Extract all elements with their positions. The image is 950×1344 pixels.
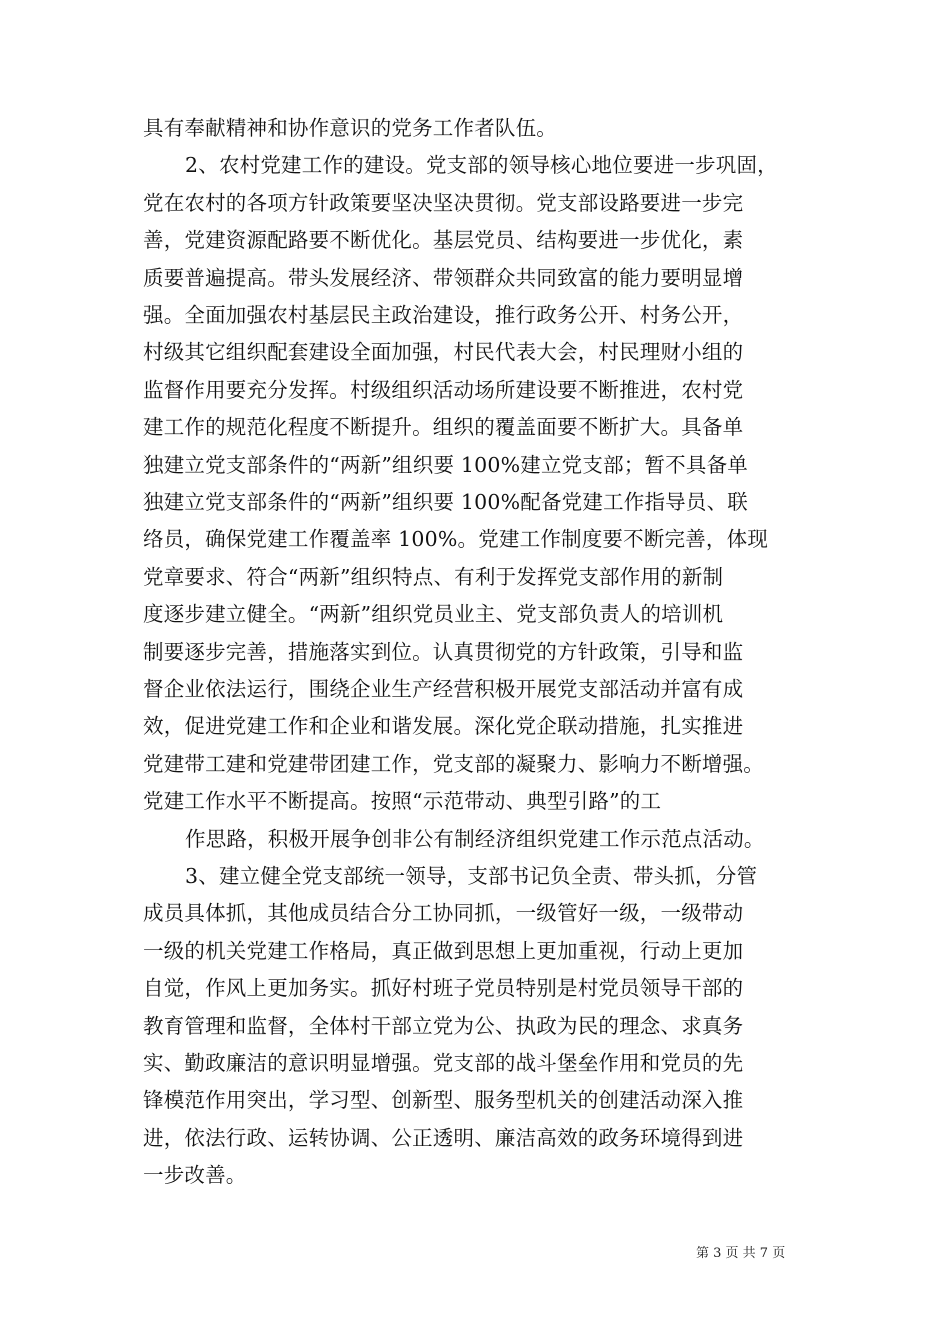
text-line: 党章要求、符合“两新”组织特点、有利于发挥党支部作用的新制: [143, 564, 724, 589]
text-line: 教育管理和监督，全体村干部立党为公、执政为民的理念、求真务: [143, 1013, 744, 1038]
text-line: 2、农村党建工作的建设。党支部的领导核心地位要进一步巩固，: [185, 153, 778, 178]
text-line: 独建立党支部条件的“两新”组织要 100%建立党支部；暂不具备单: [143, 452, 748, 477]
text-line: 进，依法行政、运转协调、公正透明、廉洁高效的政务环境得到进: [143, 1125, 744, 1150]
text-line: 督企业依法运行，围绕企业生产经营积极开展党支部活动并富有成: [143, 677, 744, 701]
text-line: 党在农村的各项方针政策要坚决坚决贯彻。党支部设路要进一步完: [143, 190, 744, 215]
text-line: 一步改善。: [143, 1163, 247, 1188]
text-line: 成员具体抓，其他成员结合分工协同抓，一级管好一级，一级带动: [143, 901, 744, 926]
text-line: 度逐步建立健全。“两新”组织党员业主、党支部负责人的培训机: [143, 602, 724, 627]
text-line: 善，党建资源配路要不断优化。基层党员、结构要进一步优化，素: [143, 228, 744, 253]
text-line: 锋模范作用突出，学习型、创新型、服务型机关的创建活动深入推: [143, 1088, 744, 1113]
text-line: 作思路，积极开展争创非公有制经济组织党建工作示范点活动。: [185, 826, 765, 851]
text-line: 独建立党支部条件的“两新”组织要 100%配备党建工作指导员、联: [143, 490, 748, 514]
text-line: 自觉，作风上更加务实。抓好村班子党员特别是村党员领导干部的: [143, 976, 744, 1001]
text-line: 强。全面加强农村基层民主政治建设，推行政务公开、村务公开，: [143, 303, 744, 327]
text-line: 党建工作水平不断提高。按照“示范带动、典型引路”的工: [143, 789, 662, 814]
text-line: 实、勤政廉洁的意识明显增强。党支部的战斗堡垒作用和党员的先: [143, 1051, 744, 1075]
text-line: 络员，确保党建工作覆盖率 100%。党建工作制度要不断完善，体现: [143, 527, 769, 552]
page-number-footer: 第 3 页 共 7 页: [696, 1246, 786, 1261]
text-line: 建工作的规范化程度不断提升。组织的覆盖面要不断扩大。具备单: [143, 415, 744, 440]
text-line: 一级的机关党建工作格局，真正做到思想上更加重视，行动上更加: [143, 938, 744, 963]
text-line: 制要逐步完善，措施落实到位。认真贯彻党的方针政策，引导和监: [143, 639, 744, 664]
text-line: 村级其它组织配套建设全面加强，村民代表大会，村民理财小组的: [143, 340, 744, 365]
text-line: 3、建立健全党支部统一领导，支部书记负全责、带头抓，分管: [185, 864, 758, 888]
text-line: 具有奉献精神和协作意识的党务工作者队伍。: [143, 116, 557, 140]
text-line: 党建带工建和党建带团建工作，党支部的凝聚力、影响力不断增强。: [143, 751, 764, 776]
text-line: 监督作用要充分发挥。村级组织活动场所建设要不断推进，农村党: [143, 377, 744, 402]
text-line: 质要普遍提高。带头发展经济、带领群众共同致富的能力要明显增: [143, 265, 744, 290]
text-line: 效，促进党建工作和企业和谐发展。深化党企联动措施，扎实推进: [143, 714, 744, 739]
